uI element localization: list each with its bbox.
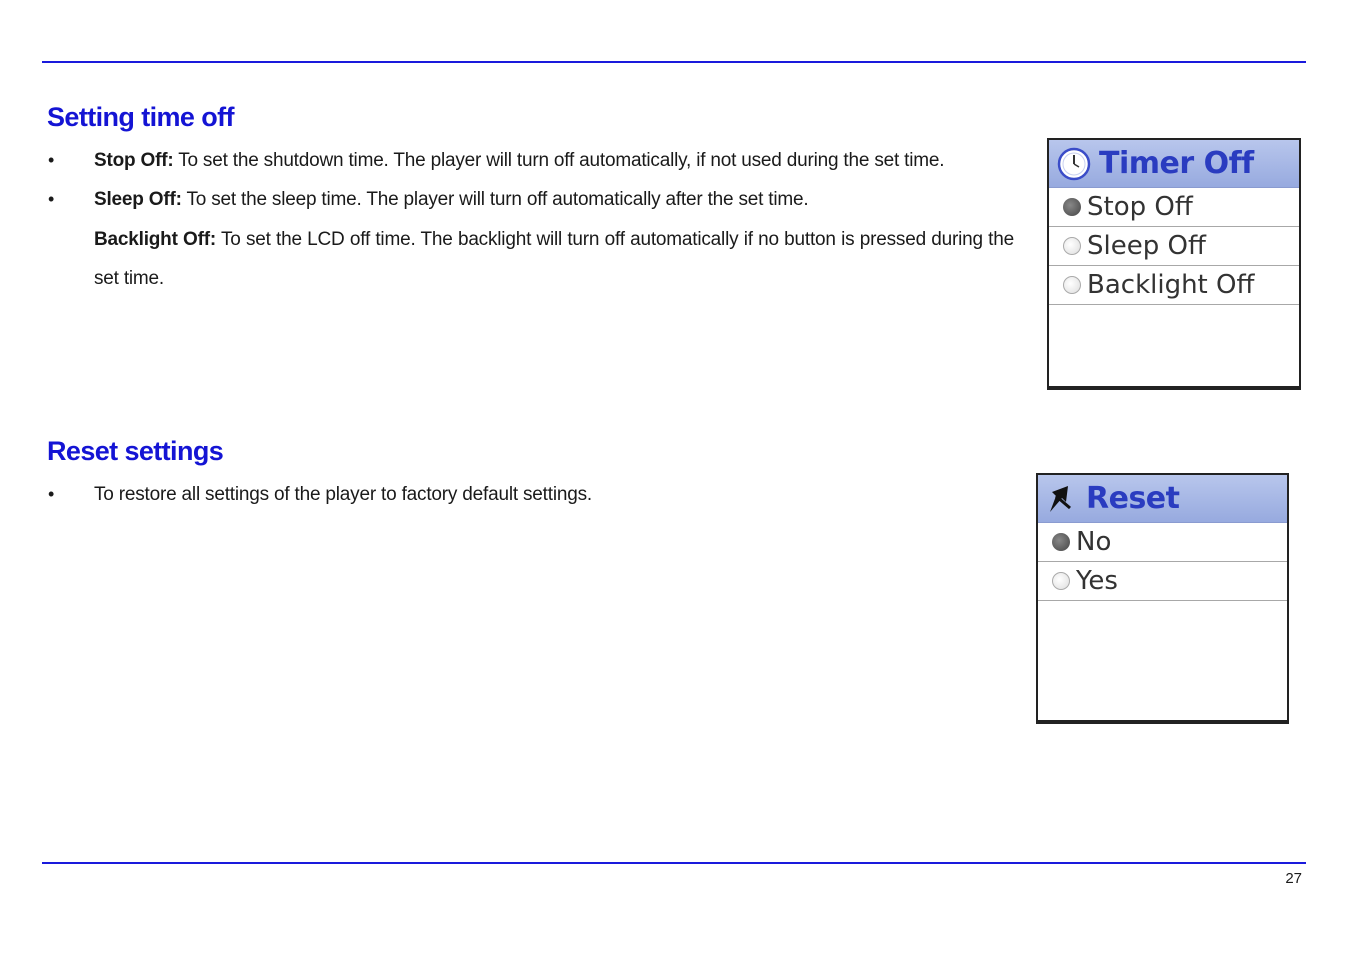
page-number: 27: [1285, 870, 1302, 887]
section-heading-reset: Reset settings: [47, 436, 224, 466]
term-label: Backlight Off:: [94, 229, 216, 250]
screen-header: [1038, 475, 1287, 523]
term-description: To set the shutdown time. The player will turn off automatically, if not used during the set time.: [173, 150, 945, 171]
menu-item-backlight-off[interactable]: [1049, 266, 1299, 305]
screen-header: [1049, 140, 1299, 188]
radio-unselected-icon: [1063, 237, 1081, 255]
term-description: To set the sleep time. The player will turn off automatically after the set time.: [181, 189, 809, 210]
menu-item-label: Backlight Off: [1087, 270, 1255, 300]
term-description: To set the LCD off time. The backlight will turn off automatically if no button is pressed during the set time.: [94, 229, 1014, 289]
paragraph-reset: To restore all settings of the player to factory default settings.: [94, 484, 592, 505]
section-heading-timer: Setting time off: [47, 102, 234, 132]
reset-screen: [1036, 473, 1289, 724]
radio-unselected-icon: [1052, 572, 1070, 590]
reset-arrow-icon: [1046, 482, 1078, 516]
menu-item-no[interactable]: [1038, 523, 1287, 562]
menu-item-stop-off[interactable]: [1049, 188, 1299, 227]
menu-item-label: Sleep Off: [1087, 231, 1206, 261]
paragraph-backlight-off: [94, 220, 1014, 298]
bottom-rule: [42, 862, 1306, 864]
menu-item-yes[interactable]: [1038, 562, 1287, 601]
term-label: Sleep Off:: [94, 189, 182, 210]
menu-item-label: Yes: [1076, 566, 1118, 596]
radio-selected-icon: [1052, 533, 1070, 551]
paragraph-sleep-off: [94, 180, 1014, 219]
top-rule: [42, 61, 1306, 63]
screen-title: Timer Off: [1099, 146, 1254, 181]
menu-item-label: No: [1076, 527, 1112, 557]
bullet: •: [48, 484, 55, 504]
menu-item-sleep-off[interactable]: [1049, 227, 1299, 266]
radio-unselected-icon: [1063, 276, 1081, 294]
paragraph-stop-off: [94, 141, 1014, 180]
screen-title: Reset: [1086, 481, 1180, 516]
menu-item-label: Stop Off: [1087, 192, 1193, 222]
radio-selected-icon: [1063, 198, 1081, 216]
timer-off-screen: [1047, 138, 1301, 390]
bullet: •: [48, 150, 55, 170]
bullet: •: [48, 189, 55, 209]
term-label: Stop Off:: [94, 150, 174, 171]
clock-icon: [1057, 147, 1091, 181]
